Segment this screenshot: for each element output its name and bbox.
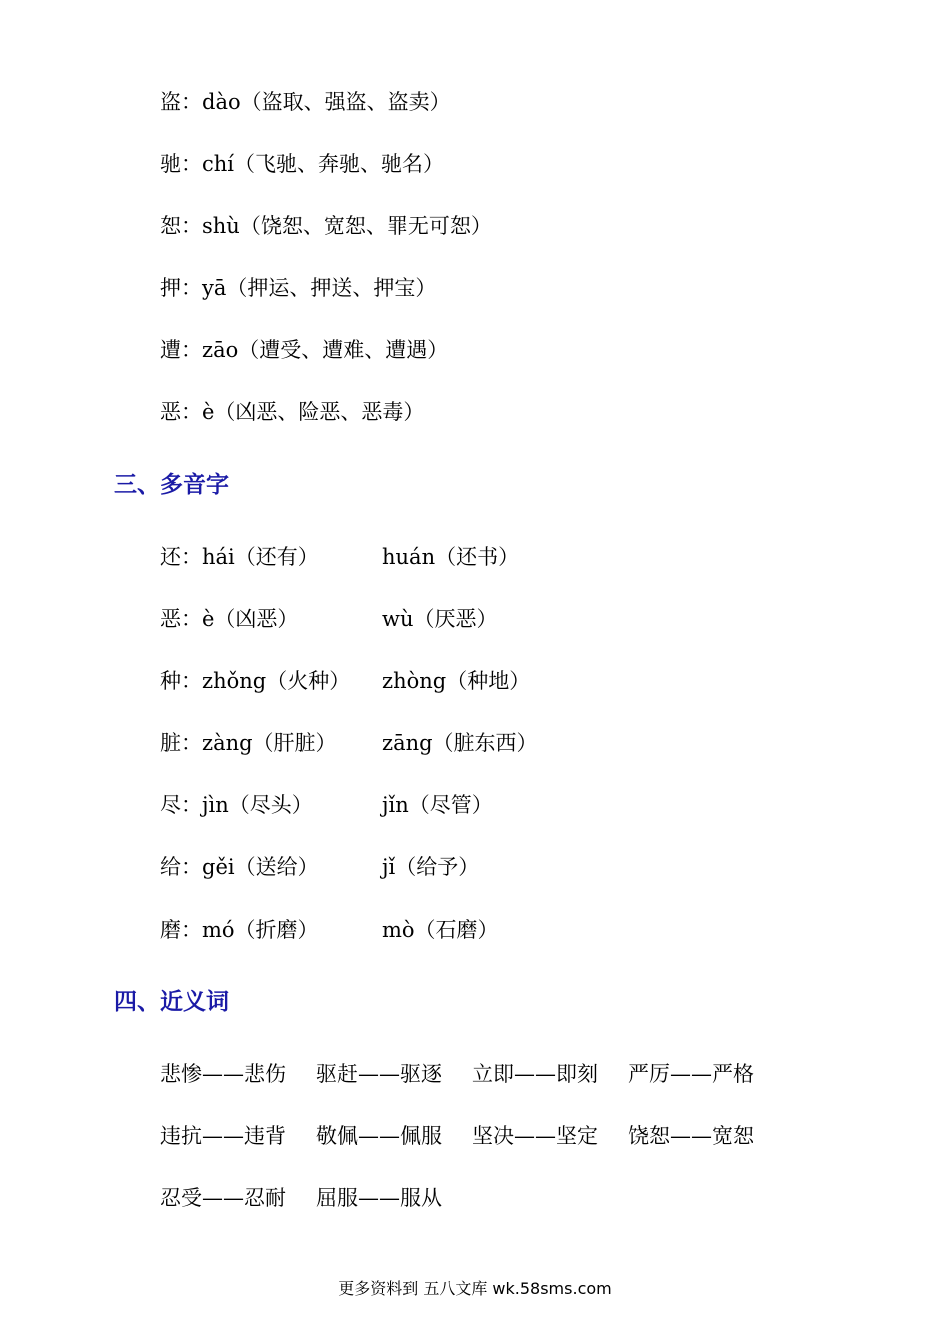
footer-source-note: 更多资料到 五八文库 wk.58sms.com — [338, 1279, 612, 1298]
synonym-pair: 违抗——违背 — [160, 1124, 286, 1148]
section-heading-polyphones: 三、多音字 — [114, 472, 229, 498]
word-entry: 盗：dào（盗取、强盗、盗卖） — [160, 90, 451, 114]
synonym-pair: 严厉——严格 — [628, 1062, 754, 1086]
word-entry: 驰：chí（飞驰、奔驰、驰名） — [160, 152, 445, 176]
polyphone-reading-2: zhòng（种地） — [382, 669, 531, 693]
synonym-pair: 驱赶——驱逐 — [316, 1062, 442, 1086]
polyphone-reading-1: 脏：zàng（肝脏） — [160, 731, 337, 755]
polyphone-reading-2: zāng（脏东西） — [382, 731, 538, 755]
synonym-pair: 饶恕——宽恕 — [628, 1124, 754, 1148]
synonym-pair: 立即——即刻 — [472, 1062, 598, 1086]
synonym-pair: 悲惨——悲伤 — [160, 1062, 286, 1086]
synonym-pair: 坚决——坚定 — [472, 1124, 598, 1148]
word-entry: 押：yā（押运、押送、押宝） — [160, 276, 437, 300]
synonym-pair: 忍受——忍耐 — [160, 1186, 286, 1210]
section-heading-synonyms: 四、近义词 — [114, 989, 229, 1015]
polyphone-reading-1: 给：gěi（送给） — [160, 855, 319, 879]
synonym-pair: 敬佩——佩服 — [316, 1124, 442, 1148]
polyphone-reading-2: mò（石磨） — [382, 918, 499, 942]
polyphone-reading-2: wù（厌恶） — [382, 607, 498, 631]
polyphone-reading-2: huán（还书） — [382, 545, 520, 569]
polyphone-reading-2: jǐ（给予） — [382, 855, 480, 879]
word-entry: 遭：zāo（遭受、遭难、遭遇） — [160, 338, 449, 362]
polyphone-reading-1: 恶：è（凶恶） — [160, 607, 299, 631]
word-entry: 恕：shù（饶恕、宽恕、罪无可恕） — [160, 214, 492, 238]
word-entry: 恶：è（凶恶、险恶、恶毒） — [160, 400, 425, 424]
polyphone-reading-1: 种：zhǒng（火种） — [160, 669, 351, 693]
synonym-pair: 屈服——服从 — [316, 1186, 442, 1210]
polyphone-reading-1: 还：hái（还有） — [160, 545, 319, 569]
polyphone-reading-1: 尽：jìn（尽头） — [160, 793, 313, 817]
polyphone-reading-2: jǐn（尽管） — [382, 793, 493, 817]
polyphone-reading-1: 磨：mó（折磨） — [160, 918, 319, 942]
